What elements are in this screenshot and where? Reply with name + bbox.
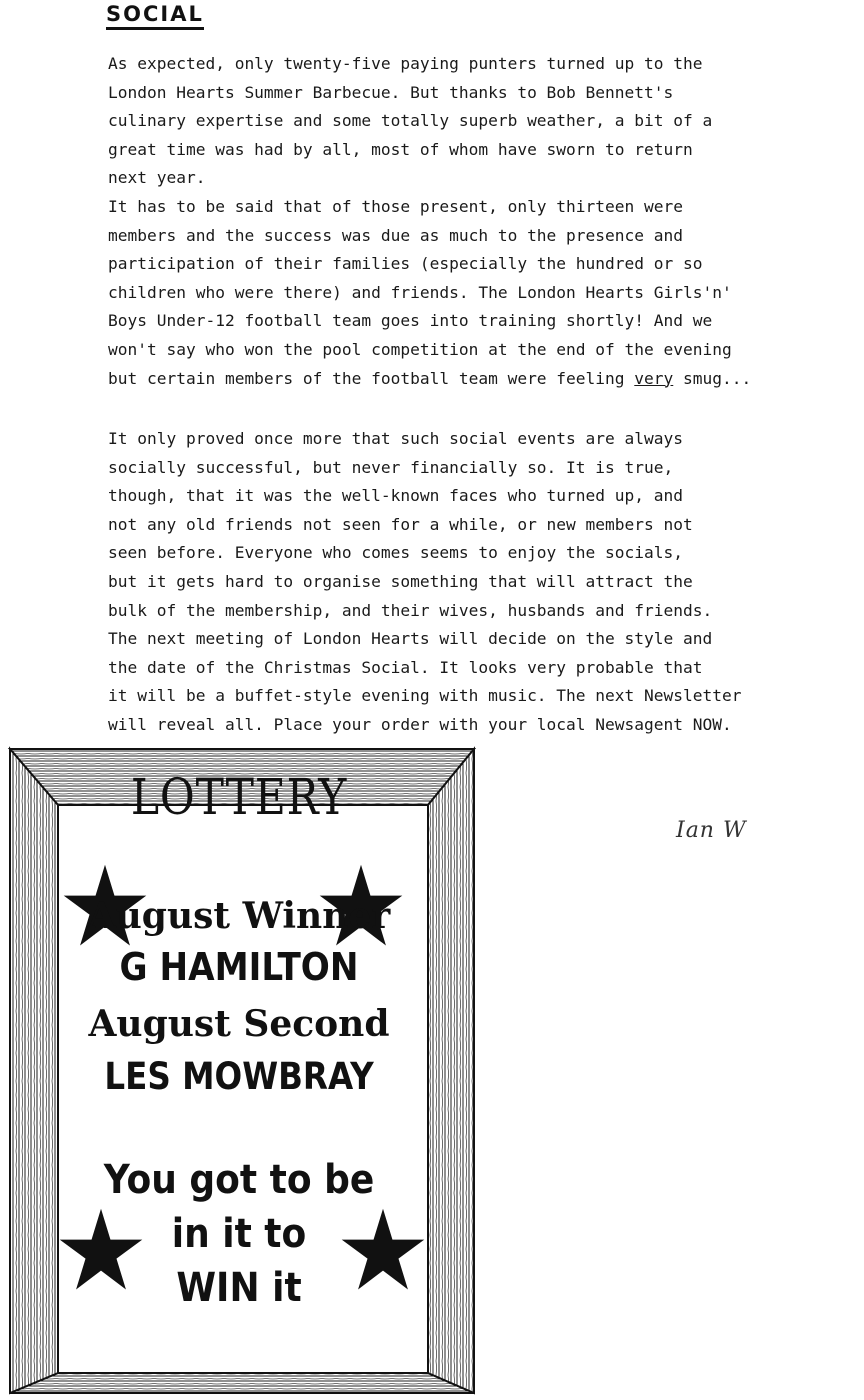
text-line: socially successful, but never financially so. It is true,: [108, 457, 674, 477]
star-icon: [340, 1207, 426, 1293]
text-line: won't say who won the pool competition at the end of the evening: [108, 339, 732, 359]
second-name: LES MOWBRAY: [104, 1055, 374, 1098]
text-line: The next meeting of London Hearts will decide on the style and: [108, 629, 713, 649]
slogan-line: You got to be: [103, 1157, 375, 1203]
august-second-label: August Second: [88, 1003, 390, 1045]
text-fragment: but certain members of the football team were feeling: [108, 368, 625, 388]
winner-name: G HAMILTON: [119, 945, 359, 989]
text-line: It has to be said that of those present, only thirteen were: [108, 196, 683, 216]
text-line: bulk of the membership, and their wives, husbands and friends.: [108, 600, 713, 620]
lottery-poster: [0, 745, 478, 1397]
text-line: participation of their families (especially the hundred or so: [108, 254, 703, 274]
text-line: It only proved once more that such social events are always: [108, 429, 683, 448]
text-line: culinary expertise and some totally superb weather, a bit of a: [108, 111, 713, 131]
text-line: members and the success was due as much to the presence and: [108, 225, 683, 245]
emphasis-word: very: [634, 368, 674, 388]
text-line: will reveal all. Place your order with your local Newsagent NOW.: [108, 714, 732, 734]
paragraph-one: [108, 50, 864, 393]
slogan-line: in it to: [171, 1211, 307, 1257]
text-line: Boys Under-12 football team goes into training shortly! And we: [108, 311, 713, 331]
text-line: As expected, only twenty-five paying punters turned up to the: [108, 54, 703, 73]
text-line: great time was had by all, most of whom have sworn to return: [108, 139, 693, 159]
text-line: not any old friends not seen for a while, or new members not: [108, 514, 693, 534]
slogan-line: WIN it: [176, 1265, 302, 1311]
text-line: seen before. Everyone who comes seems to enjoy the socials,: [108, 543, 683, 563]
text-line: it will be a buffet-style evening with music. The next Newsletter: [108, 686, 742, 706]
text-line: London Hearts Summer Barbecue. But thanks to Bob Bennett's: [108, 82, 674, 102]
text-line: but it gets hard to organise something that will attract the: [108, 571, 693, 591]
text-line: next year.: [108, 168, 206, 188]
paragraph-two: [108, 425, 864, 740]
author-signature: Ian W: [676, 818, 747, 843]
text-line: the date of the Christmas Social. It looks very probable that: [108, 657, 703, 677]
august-winner-label: August Winner: [87, 895, 391, 937]
star-icon: [58, 1207, 144, 1293]
section-heading: SOCIAL: [106, 2, 204, 30]
text-line: children who were there) and friends. The London Hearts Girls'n': [108, 282, 732, 302]
text-fragment-tail: smug...: [673, 368, 752, 388]
text-line: though, that it was the well-known faces who turned up, and: [108, 486, 683, 506]
text-line-last: [108, 365, 864, 394]
lottery-title: LOTTERY: [130, 768, 348, 826]
